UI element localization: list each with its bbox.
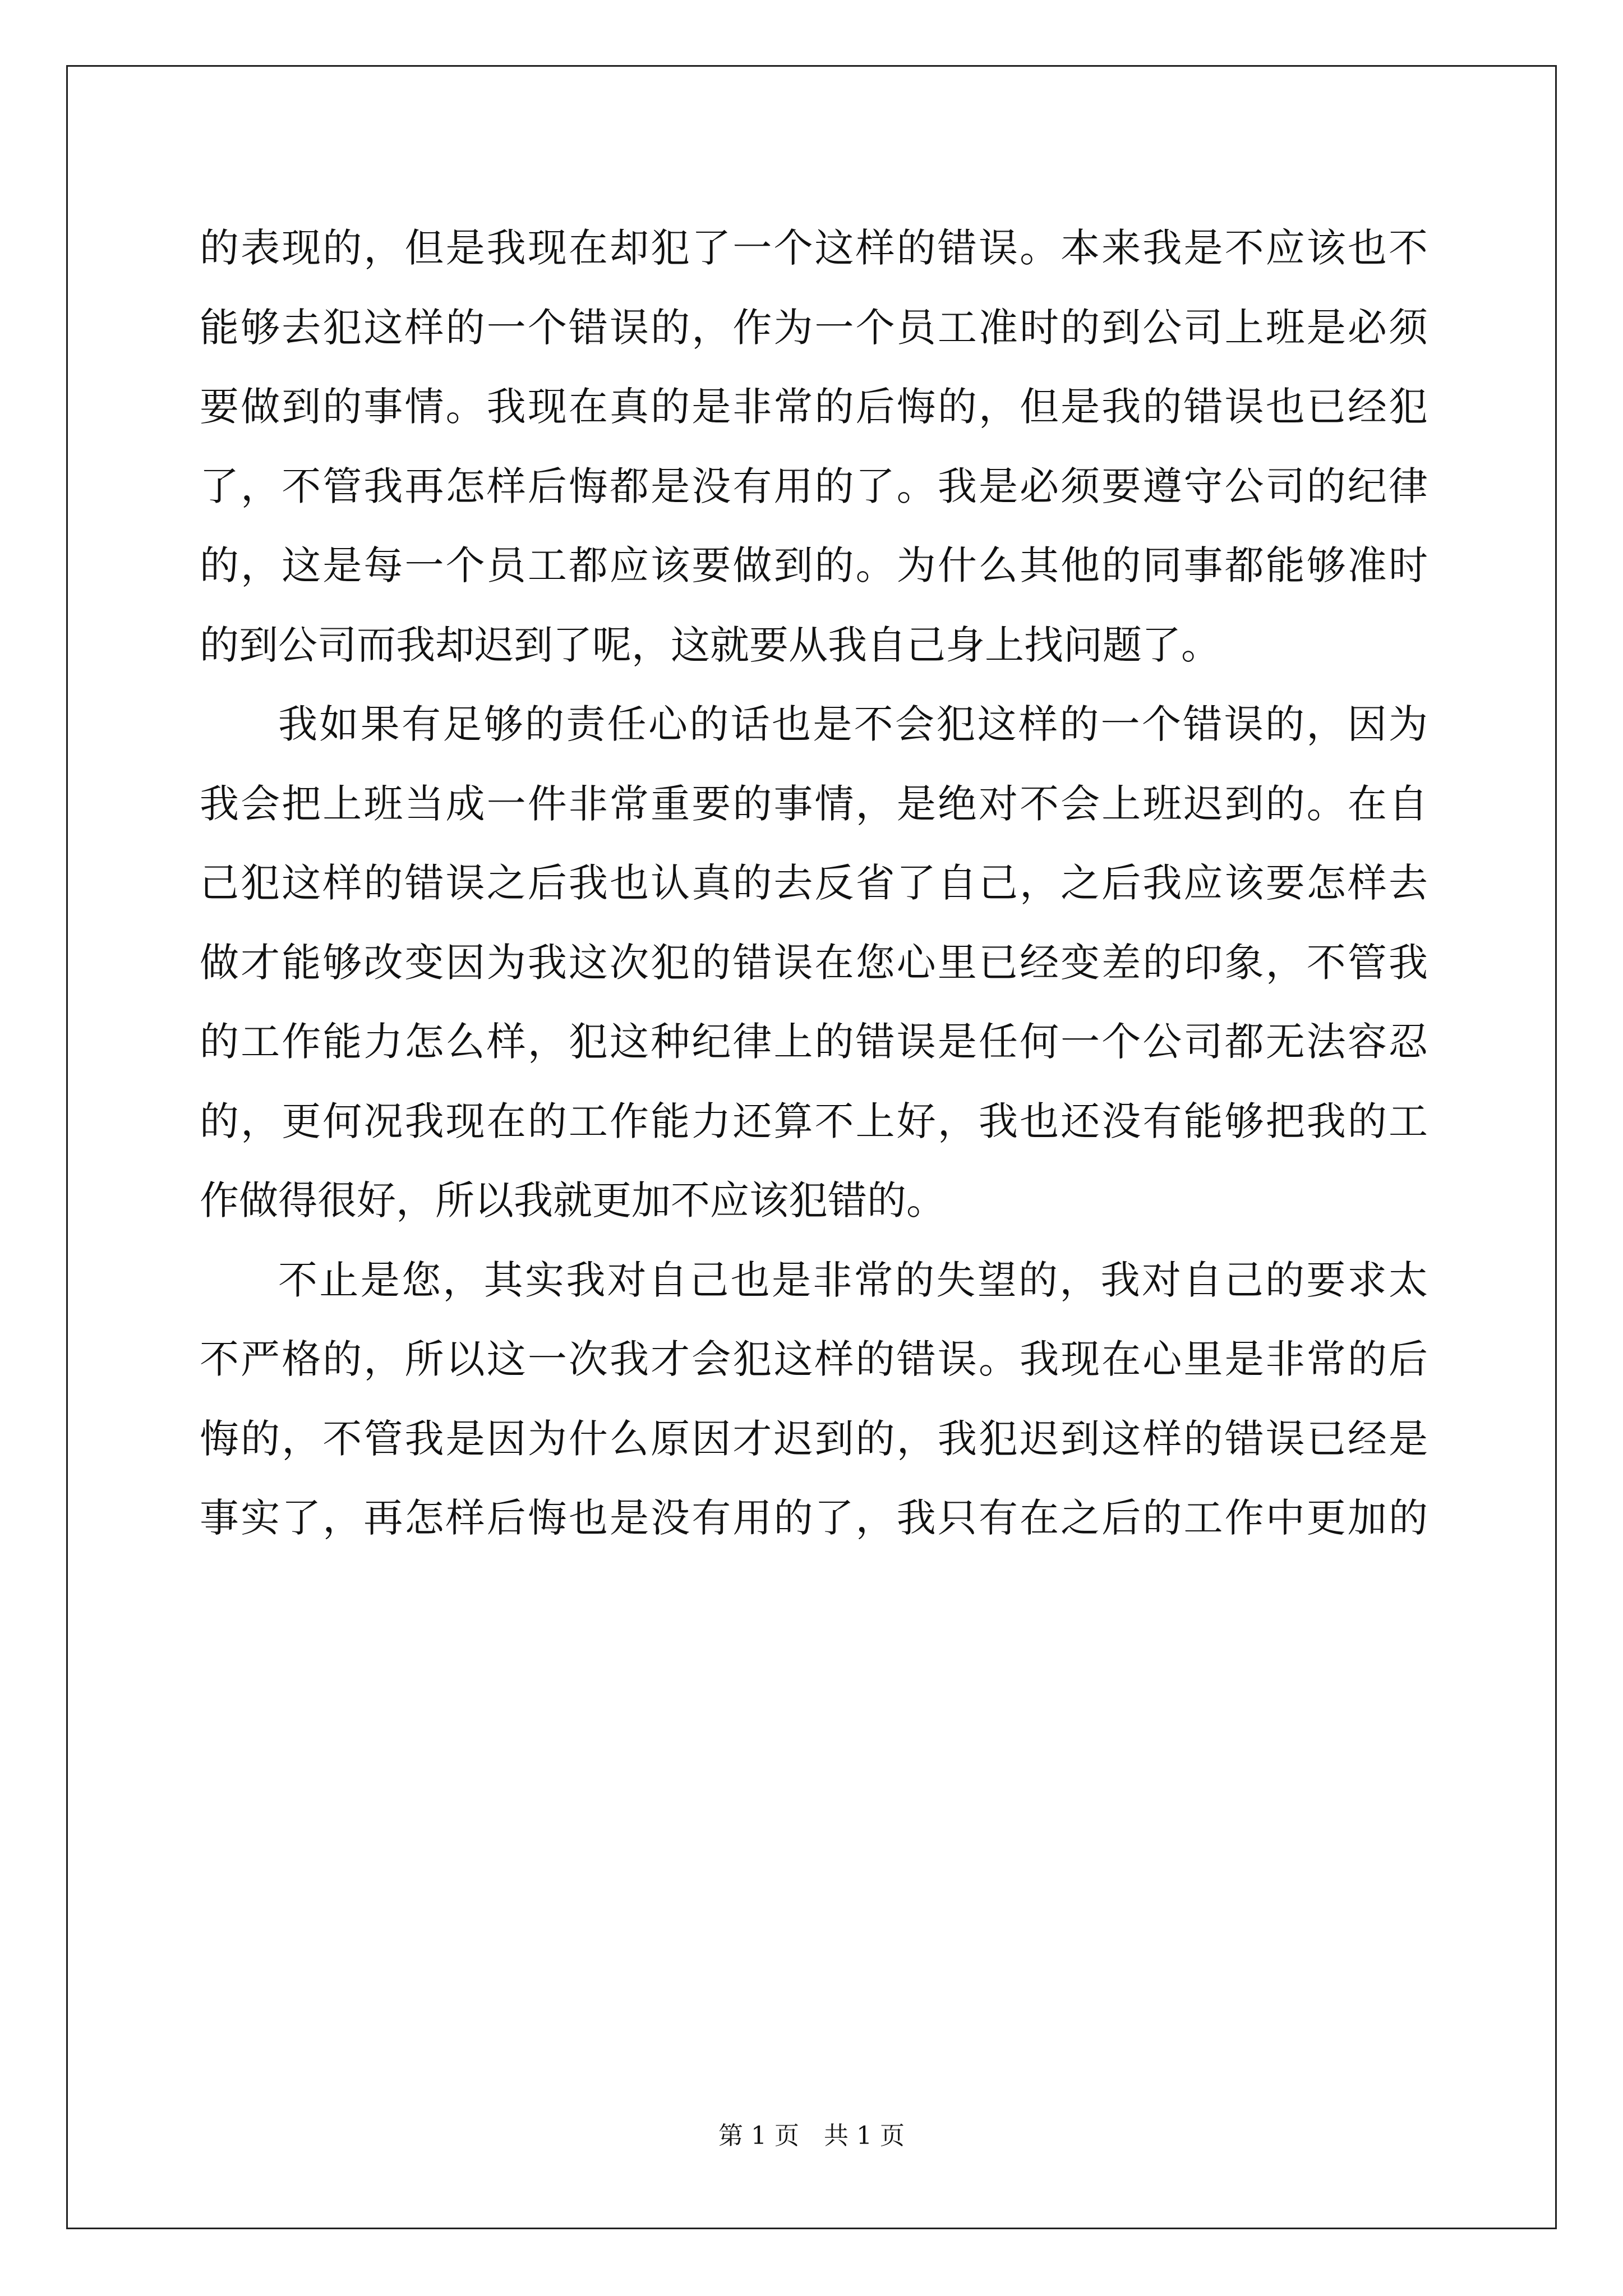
text-line: 的表现的，但是我现在却犯了一个这样的错误。本来我是不应该也不 [200,225,1428,271]
text-line: 要做到的事情。我现在真的是非常的后悔的，但是我的错误也已经犯 [200,384,1428,430]
text-line: 的到公司而我却迟到了呢，这就要从我自己身上找问题了。 [200,622,1220,668]
text-line: 作做得很好，所以我就更加不应该犯错的。 [200,1177,946,1223]
text-line: 的，这是每一个员工都应该要做到的。为什么其他的同事都能够准时 [200,542,1428,588]
text-line: 我会把上班当成一件非常重要的事情，是绝对不会上班迟到的。在自 [200,780,1428,827]
text-line: 悔的，不管我是因为什么原因才迟到的，我犯迟到这样的错误已经是 [200,1415,1428,1462]
text-line: 了，不管我再怎样后悔都是没有用的了。我是必须要遵守公司的纪律 [200,463,1428,509]
text-line: 能够去犯这样的一个错误的，作为一个员工准时的到公司上班是必须 [200,304,1428,351]
paragraph-first-line: 不止是您，其实我对自己也是非常的失望的，我对自己的要求太 [278,1257,1428,1303]
text-line: 不严格的，所以这一次我才会犯这样的错误。我现在心里是非常的后 [200,1336,1428,1382]
document-body [200,209,1428,1558]
text-line: 己犯这样的错误之后我也认真的去反省了自己，之后我应该要怎样去 [200,860,1428,906]
paragraph-first-line: 我如果有足够的责任心的话也是不会犯这样的一个错误的，因为 [278,701,1428,747]
text-line: 的工作能力怎么样，犯这种纪律上的错误是任何一个公司都无法容忍 [200,1019,1428,1065]
text-line: 的，更何况我现在的工作能力还算不上好，我也还没有能够把我的工 [200,1098,1428,1144]
page-number: 第 1 页 共 1 页 [718,2122,905,2150]
text-line: 事实了，再怎样后悔也是没有用的了，我只有在之后的工作中更加的 [200,1495,1428,1541]
text-line: 做才能够改变因为我这次犯的错误在您心里已经变差的印象，不管我 [200,939,1428,986]
